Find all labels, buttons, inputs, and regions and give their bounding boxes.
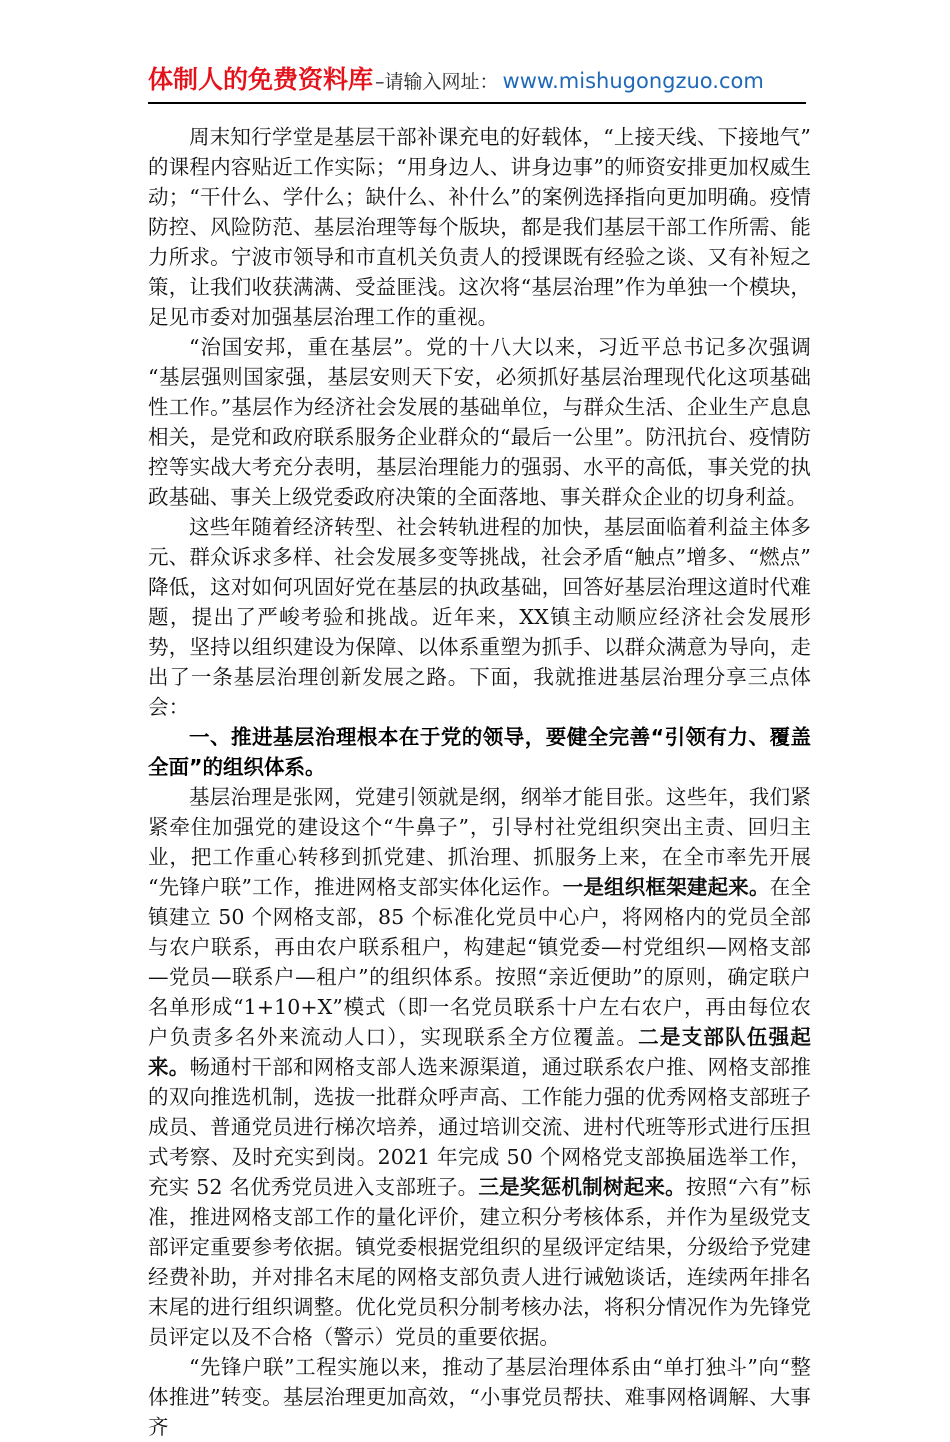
paragraph-3: 这些年随着经济转型、社会转轨进程的加快，基层面临着利益主体多元、群众诉求多样、社会发展多变等挑战，社会矛盾“触点”增多、“燃点”降低，这对如何巩固好党在基层的执政基础，回答好基层治理这道时代难题，提出了严峻考验和挑战。近年来，XX镇主动顺应经济社会发展形势，坚持以组织建设为保障、以体系重塑为抓手、以群众满意为导向，走出了一条基层治理创新发展之路。下面，我就推进基层治理分享三点体会： (148, 515, 811, 719)
paragraph-4 (148, 782, 811, 1352)
section-heading-1: 一、推进基层治理根本在于党的领导，要健全完善“引领有力、覆盖全面”的组织体系。 (148, 725, 811, 779)
header-prompt-label: –请输入网址： (375, 71, 499, 93)
text-run-0: 基层治理是张网，党建引领就是纲，纲举才能目张。这些年，我们紧紧牵住加强党的建设这个“牛鼻子”，引导村社党组织突出主责、回归主业，把工作重心转移到抓党建、抓治理、抓服务上来，在全市率先开展“先锋户联”工作，推进网格支部实体化运作。 (148, 785, 811, 899)
paragraph-1: 周末知行学堂是基层干部补课充电的好载体，“上接天线、下接地气”的课程内容贴近工作实际；“用身边人、讲身边事”的师资安排更加权威生动；“干什么、学什么；缺什么、补什么”的案例选择指向更加明确。疫情防控、风险防范、基层治理等每个版块，都是我们基层干部工作所需、能力所求。宁波市领导和市直机关负责人的授课既有经验之谈、又有补短之策，让我们收获满满、受益匪浅。这次将“基层治理”作为单独一个模块，足见市委对加强基层治理工作的重视。 (148, 125, 811, 329)
text-run-2: 在全镇建立 50 个网格支部，85 个标准化党员中心户，将网格内的党员全部与农户联系，再由农户联系租户，构建起“镇党委—村党组织—网格支部—党员—联系户—租户”的组织体系。按照“亲近便助”的原则，确定联户名单形成“1+10+X”模式（即一名党员联系十户左右农户，再由每位农户负责多名外来流动人口），实现联系全方位覆盖。 (148, 875, 812, 1049)
site-brand-label: 体制人的免费资料库 (148, 65, 374, 94)
document-text-body (148, 122, 811, 1442)
site-url-link[interactable]: www.mishugongzuo.com (502, 69, 764, 93)
text-run-4: 畅通村干部和网格支部人选来源渠道，通过联系农户推、网格支部推的双向推选机制，选拔一批群众呼声高、工作能力强的优秀网格支部班子成员、普通党员进行梯次培养，通过培训交流、进村代班等形式进行压担式考察、及时充实到岗。2021 年完成 50 个网格党支部换届选举工作，充实 52 名优秀党员进入支部班子。 (148, 1055, 812, 1199)
emphasis-run-3: 二是支部队伍强起来。 (148, 1025, 811, 1079)
header-divider-rule (148, 102, 806, 104)
site-header-banner (0, 62, 950, 106)
text-run-6: 按照“六有”标准，推进网格支部工作的量化评价，建立积分考核体系，并作为星级党支部评定重要参考依据。镇党委根据党组织的星级评定结果，分级给予党建经费补助，并对排名末尾的网格支部负责人进行诫勉谈话，连续两年排名末尾的进行组织调整。优化党员积分制考核办法，将积分情况作为先锋党员评定以及不合格（警示）党员的重要依据。 (148, 1175, 812, 1349)
header-text-line (148, 62, 806, 106)
paragraph-2: “治国安邦，重在基层”。党的十八大以来，习近平总书记多次强调“基层强则国家强，基层安则天下安，必须抓好基层治理现代化这项基础性工作。”基层作为经济社会发展的基础单位，与群众生活、企业生产息息相关，是党和政府联系服务企业群众的“最后一公里”。防汛抗台、疫情防控等实战大考充分表明，基层治理能力的强弱、水平的高低，事关党的执政基础、事关上级党委政府决策的全面落地、事关群众企业的切身利益。 (148, 335, 811, 509)
emphasis-run-1: 一是组织框架建起来。 (562, 875, 770, 899)
emphasis-run-5: 三是奖惩机制树起来。 (478, 1175, 686, 1199)
paragraph-5: “先锋户联”工程实施以来，推动了基层治理体系由“单打独斗”向“整体推进”转变。基层治理更加高效，“小事党员帮扶、难事网格调解、大事齐 (148, 1355, 811, 1439)
